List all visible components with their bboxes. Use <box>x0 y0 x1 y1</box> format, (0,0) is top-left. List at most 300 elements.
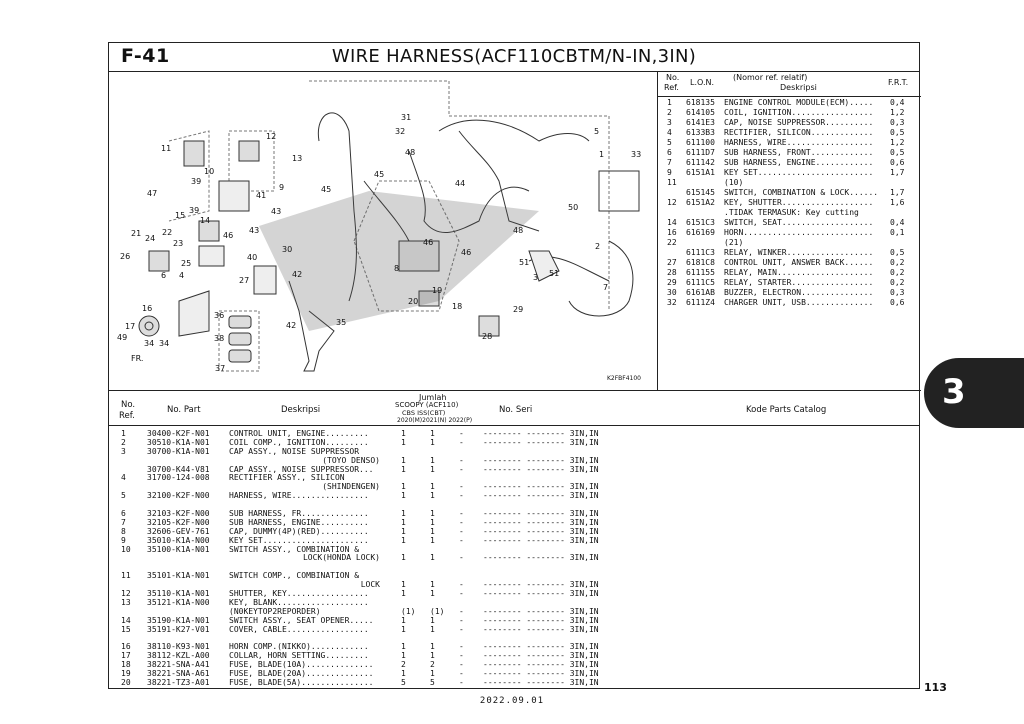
cell-ref: 16 <box>121 642 131 652</box>
front-direction-label: FR. <box>131 354 144 363</box>
callout-48: 48 <box>513 226 524 235</box>
legend-frt: 1,2 <box>890 108 905 117</box>
callout-47: 47 <box>147 189 158 198</box>
legend-ref: 1 <box>667 98 672 107</box>
cell-ref: 1 <box>121 429 126 438</box>
legend-desc: SUB HARNESS, FRONT............. <box>724 148 874 157</box>
cell-seri: -------- -------- 3IN,IN <box>483 437 599 447</box>
legend-frt: 0,2 <box>890 278 905 287</box>
page-title: WIRE HARNESS(ACF110CBTM/N-IN,3IN) <box>331 46 697 67</box>
legend-h-ref: Ref. <box>664 83 679 92</box>
table-h-kode: Kode Parts Catalog <box>746 405 827 415</box>
table-row <box>109 509 919 518</box>
legend-frt: 0,3 <box>890 118 905 127</box>
legend-ref: 16 <box>667 228 677 237</box>
callout-5: 5 <box>594 127 600 136</box>
legend-desc: (10) <box>724 178 744 187</box>
cell-q3: - <box>459 553 464 563</box>
cell-part: 32103-K2F-N00 <box>147 509 210 519</box>
cell-ref: 14 <box>121 615 131 625</box>
table-row <box>109 491 919 500</box>
legend-lon: 6151A1 <box>686 168 715 177</box>
cell-q2: 1 <box>430 642 435 652</box>
callout-11: 11 <box>161 144 172 153</box>
cell-ref: 17 <box>121 651 131 661</box>
table-row <box>109 465 919 474</box>
legend-row <box>658 298 921 308</box>
legend-lon: 6133B3 <box>686 128 715 137</box>
legend-ref: 2 <box>667 108 672 117</box>
legend-desc: KEY SET........................ <box>724 168 874 177</box>
legend-row <box>658 258 921 268</box>
callout-2: 2 <box>595 242 601 251</box>
cell-q2: 1 <box>430 580 435 590</box>
cell-seri: -------- -------- 3IN,IN <box>483 642 599 652</box>
table-h-seri: No. Seri <box>499 405 533 415</box>
callout-41: 41 <box>256 191 267 200</box>
cell-seri: -------- -------- 3IN,IN <box>483 464 599 474</box>
cell-desc: (N0KEYTOP2REPORDER) <box>229 606 321 616</box>
callout-19: 19 <box>432 286 443 295</box>
table-row <box>109 678 919 687</box>
table-row <box>109 527 919 536</box>
cell-q2: 1 <box>430 651 435 661</box>
cell-ref: 11 <box>121 571 131 581</box>
legend-ref: 14 <box>667 218 677 227</box>
cell-ref: 5 <box>121 491 126 501</box>
callout-49: 49 <box>117 333 128 342</box>
cell-seri: -------- -------- 3IN,IN <box>483 677 599 687</box>
cell-q3: - <box>459 660 464 670</box>
cell-seri: -------- -------- 3IN,IN <box>483 589 599 599</box>
cell-desc: HORN COMP.(NIKKO)............ <box>229 642 369 652</box>
cell-ref: 3 <box>121 446 126 456</box>
cell-desc: (SHINDENGEN) <box>322 482 380 492</box>
legend-lon: 616169 <box>686 228 715 237</box>
legend-row <box>658 198 921 208</box>
exploded-diagram <box>109 71 658 391</box>
cell-q2: (1) <box>430 606 445 616</box>
table-row <box>109 562 919 571</box>
legend-frt: 0,5 <box>890 148 905 157</box>
cell-desc: RECTIFIER ASSY., SILICON <box>229 473 345 483</box>
cell-q3: - <box>459 642 464 652</box>
legend-desc: RELAY, STARTER................. <box>724 278 874 287</box>
table-h-jumlah: Jumlah <box>419 393 447 402</box>
cell-q3: - <box>459 437 464 447</box>
cell-part: 30400-K2F-N01 <box>147 429 210 438</box>
cell-q2: 1 <box>430 429 435 438</box>
cell-desc: SWITCH COMP., COMBINATION & <box>229 571 360 581</box>
cell-q2: 1 <box>430 517 435 527</box>
cell-q1: (1) <box>401 606 416 616</box>
legend-header <box>658 71 921 97</box>
cell-q1: 5 <box>401 677 406 687</box>
legend-ref: 28 <box>667 268 677 277</box>
cell-desc: COLLAR, HORN SETTING......... <box>229 651 369 661</box>
cell-q1: 1 <box>401 429 406 438</box>
cell-q2: 1 <box>430 509 435 519</box>
callout-34: 34 <box>159 339 170 348</box>
cell-q1: 1 <box>401 651 406 661</box>
legend-row <box>658 288 921 298</box>
page-number: 113 <box>924 681 947 694</box>
legend-frt: 0,1 <box>890 228 905 237</box>
legend-desc: CHARGER UNIT, USB.............. <box>724 298 874 307</box>
cell-q3: - <box>459 624 464 634</box>
legend-desc: HARNESS, WIRE.................. <box>724 138 874 147</box>
callout-30: 30 <box>282 245 293 254</box>
legend-h-desc2: Deskripsi <box>780 83 817 92</box>
callout-33: 33 <box>631 150 642 159</box>
cell-seri: -------- -------- 3IN,IN <box>483 580 599 590</box>
cell-seri: -------- -------- 3IN,IN <box>483 482 599 492</box>
callout-51: 51 <box>549 269 560 278</box>
callout-37: 37 <box>215 364 226 373</box>
diagram-code: K2FBF4100 <box>606 375 641 382</box>
callout-12: 12 <box>266 132 277 141</box>
cell-q1: 2 <box>401 660 406 670</box>
legend-row <box>658 178 921 188</box>
legend-desc: RELAY, WINKER.................. <box>724 248 874 257</box>
cell-seri: -------- -------- 3IN,IN <box>483 553 599 563</box>
legend-row <box>658 98 921 108</box>
cell-q3: - <box>459 580 464 590</box>
table-row <box>109 473 919 482</box>
cell-q2: 1 <box>430 437 435 447</box>
callout-32: 32 <box>395 127 406 136</box>
callout-36: 36 <box>214 311 225 320</box>
cell-desc: SWITCH ASSY., COMBINATION & <box>229 544 360 554</box>
cell-part: 38110-K93-N01 <box>147 642 210 652</box>
callout-51: 51 <box>519 258 530 267</box>
callout-18: 18 <box>452 302 463 311</box>
legend-frt: 0,2 <box>890 268 905 277</box>
cell-seri: -------- -------- 3IN,IN <box>483 526 599 536</box>
legend-ref: 22 <box>667 238 677 247</box>
cell-desc: COIL COMP., IGNITION......... <box>229 437 369 447</box>
page-header <box>109 43 919 72</box>
legend-row <box>658 278 921 288</box>
cell-ref: 6 <box>121 509 126 519</box>
cell-seri: -------- -------- 3IN,IN <box>483 615 599 625</box>
cell-desc: FUSE, BLADE(20A).............. <box>229 669 374 679</box>
legend-lon: 6151C3 <box>686 218 715 227</box>
legend-ref: 12 <box>667 198 677 207</box>
table-row <box>109 456 919 465</box>
callout-9: 9 <box>279 183 285 192</box>
catalog-page-frame <box>108 42 920 689</box>
cell-part: 30700-K44-V81 <box>147 464 210 474</box>
legend-desc: COIL, IGNITION................. <box>724 108 874 117</box>
callout-16: 16 <box>142 304 153 313</box>
legend-frt: 0,2 <box>890 258 905 267</box>
callout-6: 6 <box>161 271 167 280</box>
table-row <box>109 536 919 545</box>
cell-q1: 1 <box>401 553 406 563</box>
legend-frt: 0,3 <box>890 288 905 297</box>
cell-desc: SHUTTER, KEY................. <box>229 589 369 599</box>
cell-ref: 18 <box>121 660 131 670</box>
cell-q2: 1 <box>430 464 435 474</box>
cell-part: 32606-GEV-761 <box>147 526 210 536</box>
legend-ref: 4 <box>667 128 672 137</box>
table-row <box>109 642 919 651</box>
legend-desc: SWITCH, SEAT................... <box>724 218 874 227</box>
cell-desc: (TOYO DENSO) <box>322 455 380 465</box>
cell-q1: 1 <box>401 642 406 652</box>
legend-row <box>658 188 921 198</box>
cell-part: 32105-K2F-N00 <box>147 517 210 527</box>
cell-seri: -------- -------- 3IN,IN <box>483 669 599 679</box>
cell-q1: 1 <box>401 526 406 536</box>
cell-part: 35190-K1A-N01 <box>147 615 210 625</box>
cell-q3: - <box>459 535 464 545</box>
legend-desc: BUZZER, ELECTRON............... <box>724 288 874 297</box>
cell-part: 35100-K1A-N01 <box>147 544 210 554</box>
legend-desc: RELAY, MAIN.................... <box>724 268 874 277</box>
callout-39: 39 <box>191 177 202 186</box>
cell-ref: 7 <box>121 517 126 527</box>
table-row <box>109 598 919 607</box>
cell-seri: -------- -------- 3IN,IN <box>483 455 599 465</box>
cell-seri: -------- -------- 3IN,IN <box>483 606 599 616</box>
callout-28: 28 <box>482 332 493 341</box>
cell-ref: 9 <box>121 535 126 545</box>
legend-lon: 615145 <box>686 188 715 197</box>
callout-14: 14 <box>200 216 211 225</box>
legend-row <box>658 208 921 218</box>
cell-seri: -------- -------- 3IN,IN <box>483 660 599 670</box>
callout-13: 13 <box>292 154 303 163</box>
callout-46: 46 <box>461 248 472 257</box>
cell-q3: - <box>459 615 464 625</box>
cell-desc: SUB HARNESS, FR.............. <box>229 509 369 519</box>
cell-seri: -------- -------- 3IN,IN <box>483 535 599 545</box>
legend-desc: SUB HARNESS, ENGINE............ <box>724 158 874 167</box>
cell-seri: -------- -------- 3IN,IN <box>483 429 599 438</box>
cell-seri: -------- -------- 3IN,IN <box>483 509 599 519</box>
legend-lon: 611155 <box>686 268 715 277</box>
callout-43: 43 <box>249 226 260 235</box>
legend-ref: 6 <box>667 148 672 157</box>
callout-34: 34 <box>144 339 155 348</box>
legend-lon: 6181C8 <box>686 258 715 267</box>
cell-part: 30510-K1A-N01 <box>147 437 210 447</box>
cell-part: 32100-K2F-N00 <box>147 491 210 501</box>
cell-ref: 20 <box>121 677 131 687</box>
callout-39: 39 <box>189 206 200 215</box>
table-row <box>109 438 919 447</box>
legend-row <box>658 238 921 248</box>
legend-frt: 0,4 <box>890 218 905 227</box>
legend-row <box>658 138 921 148</box>
parts-table-header <box>109 391 919 426</box>
cell-desc: HARNESS, WIRE................ <box>229 491 369 501</box>
legend-row <box>658 218 921 228</box>
legend-lon: 6141E3 <box>686 118 715 127</box>
table-h-model: SCOOPY (ACF110) <box>395 401 459 409</box>
cell-q2: 1 <box>430 526 435 536</box>
cell-seri: -------- -------- 3IN,IN <box>483 517 599 527</box>
callout-29: 29 <box>513 305 524 314</box>
cell-q1: 1 <box>401 669 406 679</box>
cell-desc: KEY SET...................... <box>229 535 369 545</box>
cell-part: 38221-SNA-A61 <box>147 669 210 679</box>
callout-42: 42 <box>286 321 297 330</box>
legend-lon: 611100 <box>686 138 715 147</box>
table-row <box>109 518 919 527</box>
table-row <box>109 651 919 660</box>
cell-ref: 2 <box>121 437 126 447</box>
legend-lon: 6151A2 <box>686 198 715 207</box>
legend-ref: 32 <box>667 298 677 307</box>
legend-frt: 0,5 <box>890 128 905 137</box>
cell-desc: FUSE, BLADE(5A)............... <box>229 677 374 687</box>
cell-q2: 5 <box>430 677 435 687</box>
legend-frt: 0,4 <box>890 98 905 107</box>
legend-ref: 11 <box>667 178 677 187</box>
legend-h-lon: L.O.N. <box>690 78 715 87</box>
cell-part: 30700-K1A-N01 <box>147 446 210 456</box>
cell-q1: 1 <box>401 482 406 492</box>
cell-seri: -------- -------- 3IN,IN <box>483 624 599 634</box>
table-row <box>109 553 919 562</box>
legend-panel <box>658 71 921 391</box>
cell-part: 38112-KZL-A00 <box>147 651 210 661</box>
cell-ref: 8 <box>121 526 126 536</box>
table-row <box>109 669 919 678</box>
table-h-years: 2020(M)2021(N) 2022(P) <box>397 417 473 424</box>
cell-desc: CAP ASSY., NOISE SUPPRESSOR <box>229 446 360 456</box>
parts-table-rows <box>109 429 919 687</box>
callout-40: 40 <box>247 253 258 262</box>
cell-q3: - <box>459 429 464 438</box>
callout-25: 25 <box>181 259 192 268</box>
legend-ref: 3 <box>667 118 672 127</box>
cell-q1: 1 <box>401 580 406 590</box>
legend-ref: 5 <box>667 138 672 147</box>
cell-desc: CAP ASSY., NOISE SUPPRESSOR... <box>229 464 374 474</box>
callout-45: 45 <box>374 170 385 179</box>
table-row <box>109 500 919 509</box>
print-date: 2022.09.01 <box>479 696 545 706</box>
legend-frt: 1,6 <box>890 198 905 207</box>
legend-h-frt: F.R.T. <box>888 78 909 87</box>
section-tab <box>924 358 1024 428</box>
legend-frt: 1,2 <box>890 138 905 147</box>
cell-q2: 1 <box>430 624 435 634</box>
cell-part: 35121-K1A-N00 <box>147 597 210 607</box>
table-row <box>109 545 919 554</box>
callout-3: 3 <box>533 273 539 282</box>
callout-26: 26 <box>120 252 131 261</box>
callout-4: 4 <box>179 271 185 280</box>
table-h-ref: Ref. <box>119 411 135 421</box>
cell-q1: 1 <box>401 517 406 527</box>
legend-h-desc1: (Nomor ref. relatif) <box>733 73 808 82</box>
legend-desc: .TIDAK TERMASUK: Key cutting <box>724 208 859 217</box>
cell-part: 35191-K27-V01 <box>147 624 210 634</box>
cell-desc: CONTROL UNIT, ENGINE......... <box>229 429 369 438</box>
legend-rows <box>658 98 921 308</box>
legend-frt: 0,6 <box>890 158 905 167</box>
legend-desc: CONTROL UNIT, ANSWER BACK...... <box>724 258 874 267</box>
cell-ref: 12 <box>121 589 131 599</box>
cell-q2: 1 <box>430 535 435 545</box>
callout-17: 17 <box>125 322 136 331</box>
legend-lon: 611142 <box>686 158 715 167</box>
table-row <box>109 589 919 598</box>
cell-desc: SWITCH ASSY., SEAT OPENER..... <box>229 615 374 625</box>
callout-7: 7 <box>603 283 609 292</box>
cell-ref: 13 <box>121 597 131 607</box>
table-row <box>109 616 919 625</box>
table-h-no: No. <box>121 400 136 410</box>
callout-45: 45 <box>321 185 332 194</box>
cell-q1: 1 <box>401 624 406 634</box>
legend-frt: 1,7 <box>890 168 905 177</box>
cell-q2: 1 <box>430 482 435 492</box>
cell-q2: 1 <box>430 615 435 625</box>
table-h-cbs: CBS ISS(CBT) <box>402 409 446 417</box>
cell-part: 38221-SNA-A41 <box>147 660 210 670</box>
legend-lon: 614105 <box>686 108 715 117</box>
figure-code: F-41 <box>121 45 170 67</box>
cell-q3: - <box>459 464 464 474</box>
table-h-part: No. Part <box>167 405 201 415</box>
table-row <box>109 482 919 491</box>
callout-46: 46 <box>223 231 234 240</box>
legend-desc: (21) <box>724 238 744 247</box>
callout-35: 35 <box>336 318 347 327</box>
cell-ref: 4 <box>121 473 126 483</box>
table-row <box>109 607 919 616</box>
legend-ref: 9 <box>667 168 672 177</box>
legend-row <box>658 118 921 128</box>
cell-q3: - <box>459 589 464 599</box>
callout-21: 21 <box>131 229 142 238</box>
legend-lon: 6161AB <box>686 288 715 297</box>
legend-desc: ENGINE CONTROL MODULE(ECM)..... <box>724 98 874 107</box>
cell-q1: 1 <box>401 455 406 465</box>
callout-22: 22 <box>162 228 173 237</box>
cell-part: 35010-K1A-N00 <box>147 535 210 545</box>
legend-row <box>658 268 921 278</box>
cell-q2: 1 <box>430 491 435 501</box>
table-h-desc: Deskripsi <box>281 405 321 415</box>
legend-lon: 6111C3 <box>686 248 715 257</box>
callout-43: 43 <box>271 207 282 216</box>
callout-15: 15 <box>175 211 186 220</box>
callout-8: 8 <box>394 264 400 273</box>
callout-46: 46 <box>423 238 434 247</box>
legend-lon: 6111Z4 <box>686 298 715 307</box>
callout-20: 20 <box>408 297 419 306</box>
callout-38: 38 <box>214 334 225 343</box>
legend-row <box>658 228 921 238</box>
legend-desc: HORN........................... <box>724 228 874 237</box>
legend-row <box>658 168 921 178</box>
legend-row <box>658 128 921 138</box>
cell-q3: - <box>459 482 464 492</box>
cell-q2: 1 <box>430 669 435 679</box>
cell-q3: - <box>459 669 464 679</box>
callout-1: 1 <box>599 150 605 159</box>
cell-part: 38221-TZ3-A01 <box>147 677 210 687</box>
cell-q3: - <box>459 526 464 536</box>
callout-50: 50 <box>568 203 579 212</box>
